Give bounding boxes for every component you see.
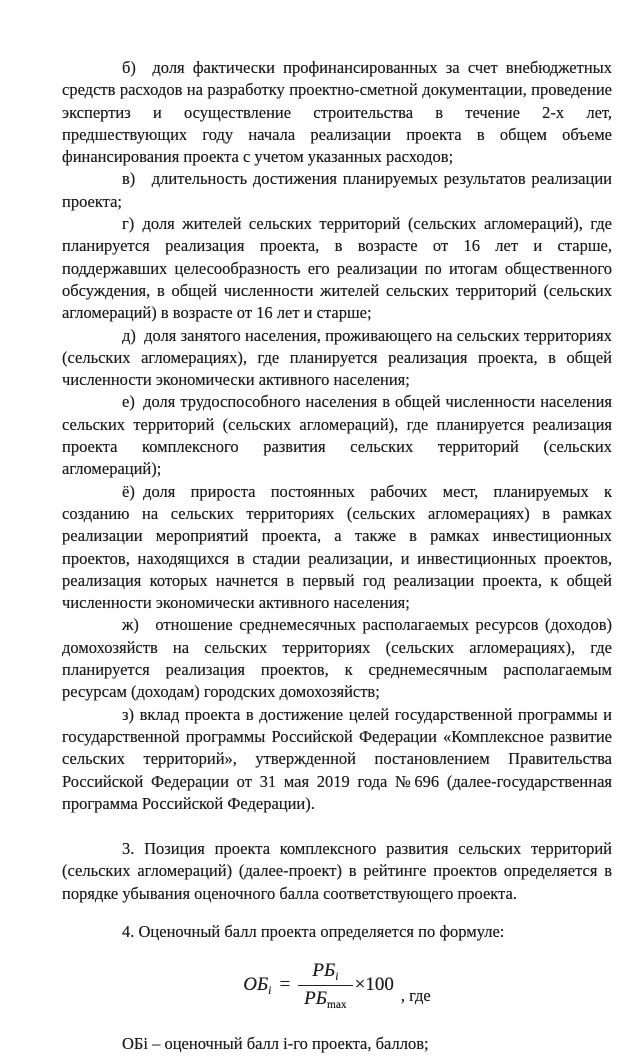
term-definition-obi: ОБi – оценочный балл i-го проекта, баллов; [122,1034,429,1054]
formula-fraction [298,961,352,1010]
formula-denominator: $РБ_{max}$ [298,985,352,1010]
formula-tail-text: , где [400,986,431,1006]
paragraph-item-g: г) доля жителей сельских территорий (сельских агломераций), где планируется реализация проекта, в возрасте от 16 лет и старше, поддержавших целесообразность его реализации по итогам общественного обсуждения, в общей численности жителей сельских территорий (сельских агломераций) в возрасте от 16 лет и старше; [62,214,612,323]
paragraph-item-b: б) доля фактически профинансированных за счет внебюджетных средств расходов на разработку проектно-сметной документации, проведение экспертиз и осуществление строительства в течение 2-х лет, предшествующих году начала реализации проекта в общем объеме финансирования проекта с учетом указанных расходов; [62,58,612,167]
formula-multiplier: ×100 [354,973,394,995]
paragraph-point-4: 4. Оценочный балл проекта определяется по формуле: [122,921,505,941]
paragraph-item-v: в) длительность достижения планируемых результатов реализации проекта; [62,169,612,211]
formula-numerator: $РБ_i$ [312,959,339,983]
paragraph-item-d: д) доля занятого населения, проживающего на сельских территориях (сельских агломерациях), где планируется реализация проекта, в общей численности экономически активного населения; [62,325,612,390]
score-formula [62,956,612,1014]
formula-lhs: $ОБ_i$ [243,973,272,997]
paragraph-point-3: 3. Позиция проекта комплексного развития сельских территорий (сельских агломераций) (далее-проект) в рейтинге проектов определяется в порядке убывания оценочного балла соответствующего проекта. [62,839,612,903]
paragraph-item-yo: ё) доля прироста постоянных рабочих мест, планируемых к созданию на сельских территориях (сельских агломерациях) в рамках реализации мероприятий проекта, а также в рамках инвестиционных проектов, находящихся в стадии реализации, и инвестиционных проектов, реализация которых начнется в первый год реализации проекта, к общей численности экономически активного населения; [62,481,612,613]
paragraph-item-zh: ж) отношение среднемесячных располагаемых ресурсов (доходов) домохозяйств на сельских территориях (сельских агломерациях), где планируется реализация проектов, к среднемесячным располагаемым ресурсам (доходам) городских домохозяйств; [62,615,612,702]
formula-lhs-subscript: i [268,984,272,997]
paragraph-item-z: з) вклад проекта в достижение целей государственной программы и государственной программы Российской Федерации «Комплексное развитие сельских территорий», утвержденной постановлением Правительства Российской Федерации от 31 мая 2019 года №696 (далее-государственная программа Российской Федерации). [62,704,612,813]
formula-equals-sign: = [278,973,292,995]
paragraph-item-e: е) доля трудоспособного населения в общей численности населения сельских территорий (сельских агломераций), где планируется реализация проекта комплексного развития сельских территорий (сельских агломераций); [62,392,612,479]
